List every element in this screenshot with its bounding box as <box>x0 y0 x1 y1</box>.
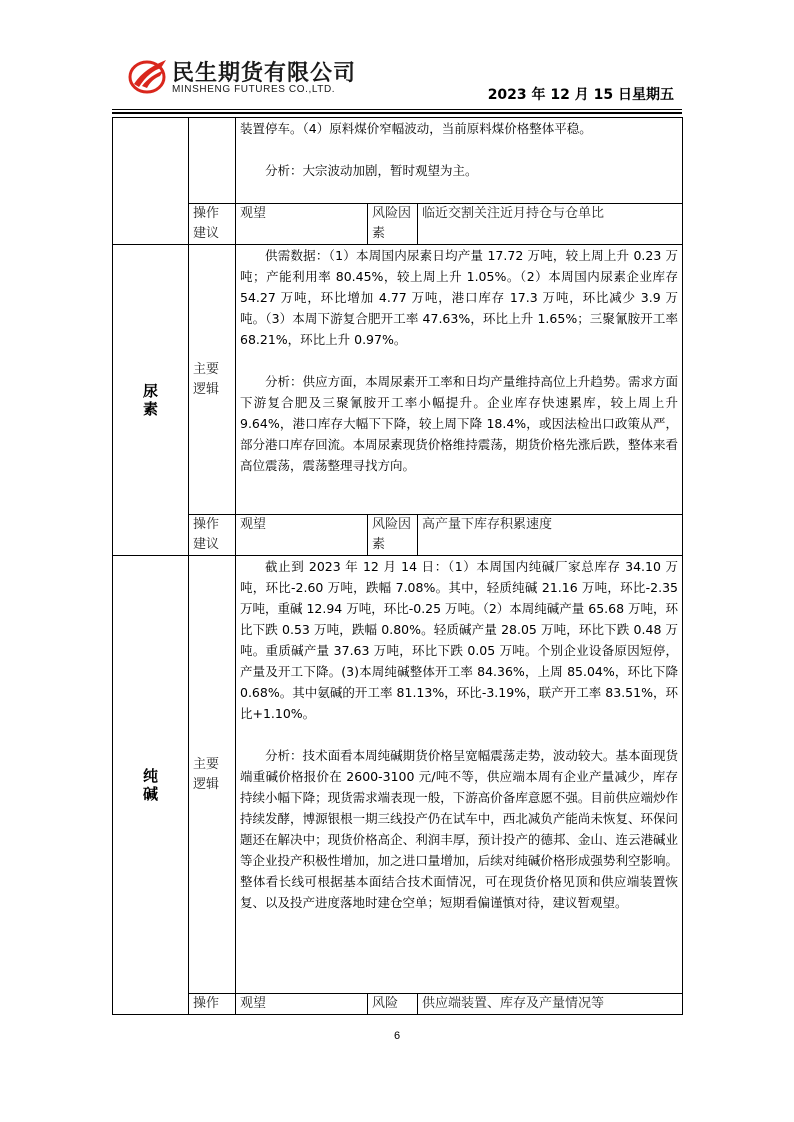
op-advice-value: 观望 <box>236 204 368 245</box>
risk-label: 风险 <box>368 994 418 1015</box>
page-header <box>0 0 794 118</box>
company-name-en: MINSHENG FUTURES CO.,LTD. <box>172 84 336 95</box>
company-logo <box>128 54 368 104</box>
table-row <box>113 118 683 204</box>
report-date: 2023 年 12 月 15 日星期五 <box>487 87 674 103</box>
analysis-text: 分析：大宗波动加剧，暂时观望为主。 <box>265 163 478 178</box>
risk-value: 临近交割关注近月持仓与仓单比 <box>418 204 683 245</box>
table-row <box>113 994 683 1015</box>
logic-content <box>236 245 683 515</box>
minsheng-logo-icon <box>128 54 168 96</box>
company-name-cn: 民生期货有限公司 <box>172 61 357 86</box>
main-logic-label: 主要逻辑 <box>189 556 236 994</box>
table-row <box>113 556 683 994</box>
sector-name-soda-ash: 纯碱 <box>113 556 189 1015</box>
op-advice-value: 观望 <box>236 515 368 556</box>
risk-label: 风险因素 <box>368 515 418 556</box>
sector-name-urea: 尿素 <box>113 245 189 556</box>
analysis-text: 分析：技术面看本周纯碱期货价格呈宽幅震荡走势，波动较大。基本面现货端重碱价格报价在 2600-3100 元/吨不等，供应端本周有企业产量减少，库存持续小幅下降；现货需求端表现一般，下游高价备库意愿不强。目前供应端炒作持续发酵，博源银根一期三线投产仍在试车中，西北减负产能尚未恢复、环保问题还在解决中；现货价格高企、利润丰厚，预计投产的德邦、金山、连云港碱业等企业投产积极性增加，加之进口量增加，后续对纯碱价格形成强势利空影响。整体看长线可根据基本面结合技术面情况，可在现货价格见顶和供应端装置恢复、以及投产进度落地时建仓空单；短期看偏谨慎对待，建议暂观望。 <box>240 748 679 910</box>
risk-value: 供应端装置、库存及产量情况等 <box>418 994 683 1015</box>
sector-cell-continued <box>113 118 189 245</box>
header-rule-thick <box>112 112 682 114</box>
logic-content <box>236 118 683 204</box>
analysis-text: 分析：供应方面，本周尿素开工率和日均产量维持高位上升趋势。需求方面下游复合肥及三聚氰胺开工率小幅提升。企业库存快速累库，较上周上升 9.64%，港口库存大幅下下降，较上周下降 18.4%，或因法检出口政策从严，部分港口库存回流。本周尿素现货价格维持震荡，期货价格先涨后跌，整体来看高位震荡，震荡整理寻找方向。 <box>240 374 679 473</box>
table-row <box>113 204 683 245</box>
logic-text: 装置停车。（4）原料煤价窄幅波动，当前原料煤价格整体平稳。 <box>240 121 592 136</box>
op-advice-label: 操作建议 <box>189 204 236 245</box>
table-row <box>113 245 683 515</box>
logic-label-cell-empty <box>189 118 236 204</box>
logic-content <box>236 556 683 994</box>
header-rule <box>112 109 682 110</box>
analysis-table <box>112 117 683 1015</box>
main-logic-label: 主要逻辑 <box>189 245 236 515</box>
inventory-text: 截止到 2023 年 12 月 14 日：（1）本周国内纯碱厂家总库存 34.10 万吨，环比-2.60 万吨，跌幅 7.08%。其中，轻质纯碱 21.16 万吨，环比-2.35 万吨，重碱 12.94 万吨，环比-0.25 万吨。（2）本周纯碱产量 65.68 万吨，环比下跌 0.53 万吨，跌幅 0.80%。轻质碱产量 28.05 万吨，环比下跌 0.48 万吨。重质碱产量 37.63 万吨，环比下跌 0.05 万吨。个别企业设备原因短停，产量及开工下降。(3)本周纯碱整体开工率 84.36%，上周 85.04%，环比下降 0.68%。其中氨碱的开工率 81.13%，环比-3.19%，联产开工率 83.51%，环比+1.10%。 <box>240 559 679 721</box>
risk-value: 高产量下库存积累速度 <box>418 515 683 556</box>
table-row <box>113 515 683 556</box>
op-advice-label: 操作建议 <box>189 515 236 556</box>
op-advice-label: 操作 <box>189 994 236 1015</box>
op-advice-value: 观望 <box>236 994 368 1015</box>
supply-demand-text: 供需数据：（1）本周国内尿素日均产量 17.72 万吨，较上周上升 0.23 万吨；产能利用率 80.45%，较上周上升 1.05%。（2）本周国内尿素企业库存 54.27 万吨，环比增加 4.77 万吨，港口库存 17.3 万吨，环比减少 3.9 万吨。（3）本周下游复合肥开工率 47.63%，环比上升 1.65%；三聚氰胺开工率 68.21%，环比上升 0.97%。 <box>240 248 679 347</box>
page-number: 6 <box>393 1030 401 1042</box>
risk-label: 风险因素 <box>368 204 418 245</box>
